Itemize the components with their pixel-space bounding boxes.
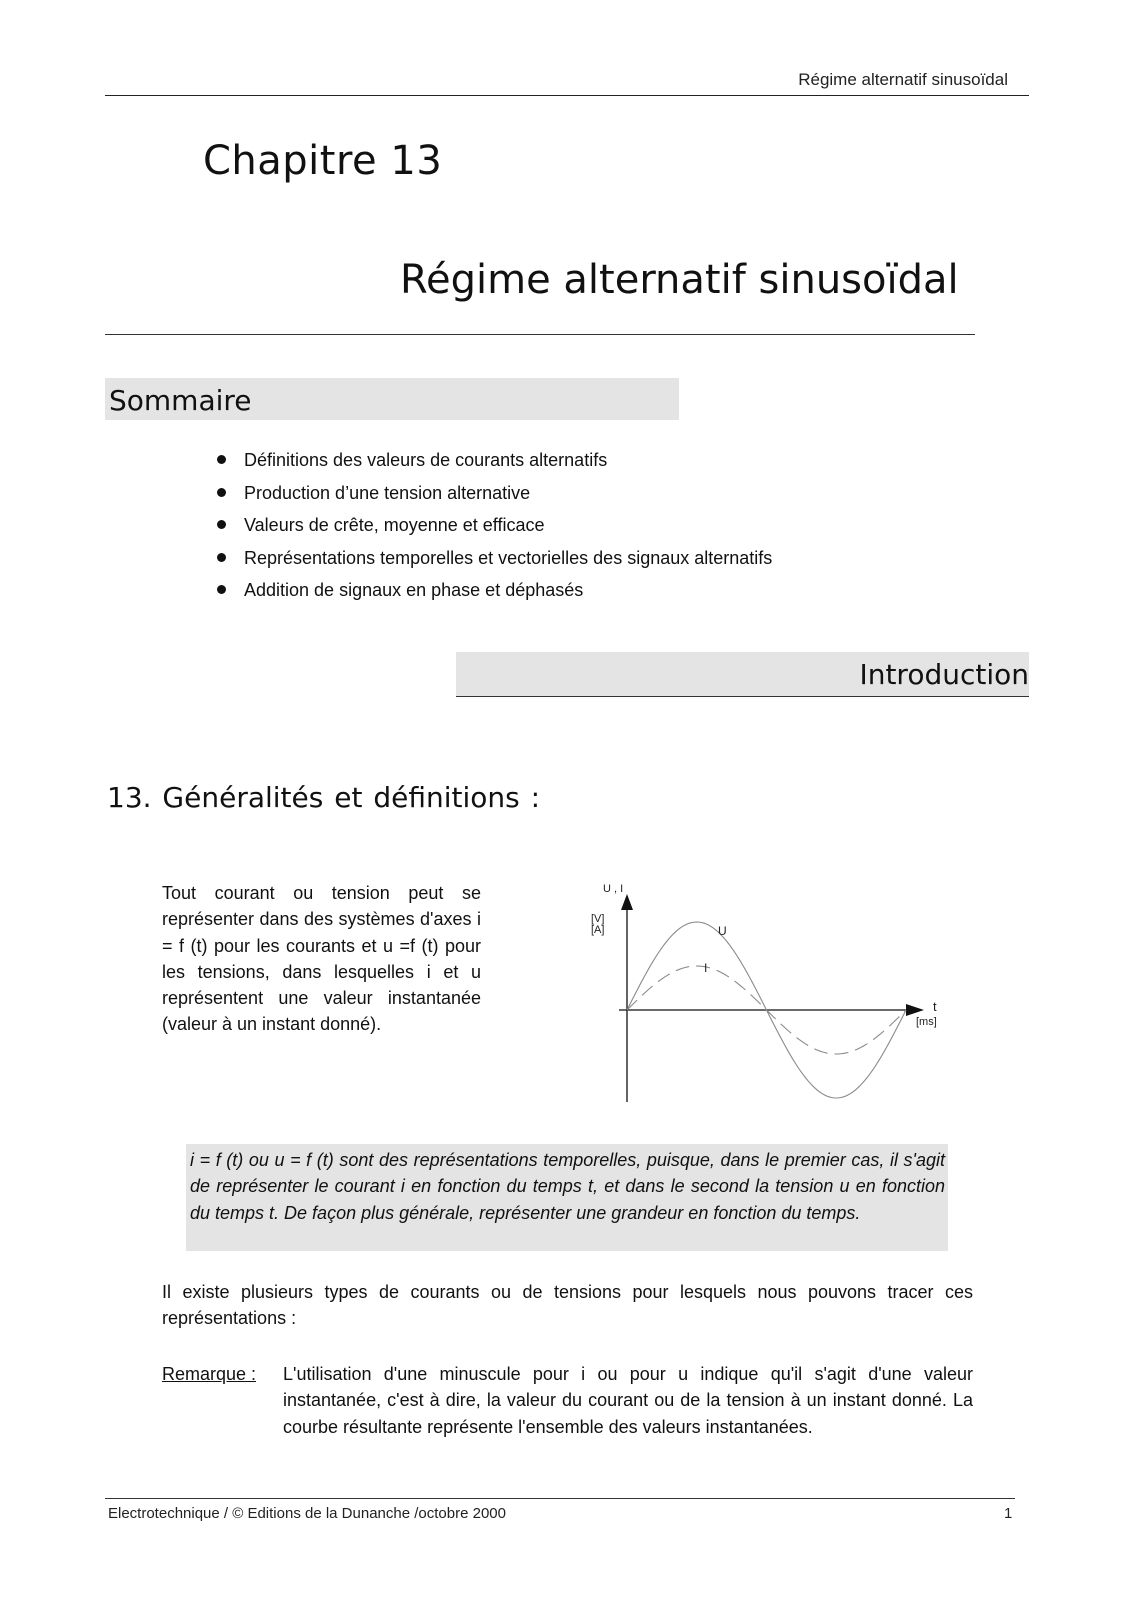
types-paragraph: Il existe plusieurs types de courants ou de tensions pour lesquels nous pouvons tracer ces représentations : bbox=[162, 1282, 973, 1329]
summary-item: Valeurs de crête, moyenne et efficace bbox=[212, 513, 772, 546]
summary-item: Production d’une tension alternative bbox=[212, 481, 772, 514]
remark-label: Remarque : bbox=[162, 1364, 257, 1384]
x-axis-arrow bbox=[906, 1004, 924, 1016]
summary-title: Sommaire bbox=[109, 384, 252, 417]
section-title: 13. Généralités et définitions : bbox=[107, 781, 541, 814]
introduction-title: Introduction bbox=[859, 658, 1029, 691]
y-unit-v: [V] bbox=[591, 913, 605, 925]
header-rule bbox=[105, 95, 1029, 96]
sine-wave-figure bbox=[590, 880, 970, 1110]
curve-i-label: I bbox=[704, 961, 708, 975]
title-rule bbox=[105, 334, 975, 335]
intro-paragraph: Tout courant ou tension peut se représenter dans des systèmes d'axes i = f (t) pour les courants et u =f (t) pour les tensions, dans lesquelles i et u représentent une valeur instantanée (valeur à un instant donné). bbox=[162, 883, 481, 1035]
footer-rule bbox=[105, 1498, 1015, 1499]
note-text: i = f (t) ou u = f (t) sont des représentations temporelles, puisque, dans le premier cas, il s'agit de représenter le courant i en fonction du temps t, et dans le second la tension u en fonction du temps t. De façon plus générale, représenter une grandeur en fonction du temps. bbox=[190, 1150, 945, 1223]
y-unit-a: [A] bbox=[591, 924, 605, 936]
chapter-title: Régime alternatif sinusoïdal bbox=[400, 257, 959, 303]
y-axis-arrow bbox=[621, 894, 633, 910]
curve-u-label: U bbox=[718, 924, 727, 938]
running-header: Régime alternatif sinusoïdal bbox=[798, 70, 1008, 89]
summary-list bbox=[212, 448, 772, 611]
x-unit: [ms] bbox=[916, 1016, 937, 1028]
remark-text: L'utilisation d'une minuscule pour i ou pour u indique qu'il s'agit d'une valeur instantanée, c'est à dire, la valeur du courant ou de la tension à un instant donné. La courbe résultante représente l'ensemble des valeurs instantanées. bbox=[283, 1364, 973, 1437]
summary-item: Représentations temporelles et vectorielles des signaux alternatifs bbox=[212, 546, 772, 579]
page-number: 1 bbox=[1004, 1505, 1013, 1522]
y-axis-label: U , I bbox=[603, 883, 624, 895]
summary-item: Addition de signaux en phase et déphasés bbox=[212, 578, 772, 611]
x-axis-label: t bbox=[933, 999, 937, 1014]
footer-text: Electrotechnique / © Editions de la Dunanche /octobre 2000 bbox=[108, 1505, 506, 1522]
chapter-label: Chapitre 13 bbox=[203, 138, 443, 184]
summary-item: Définitions des valeurs de courants alternatifs bbox=[212, 448, 772, 481]
